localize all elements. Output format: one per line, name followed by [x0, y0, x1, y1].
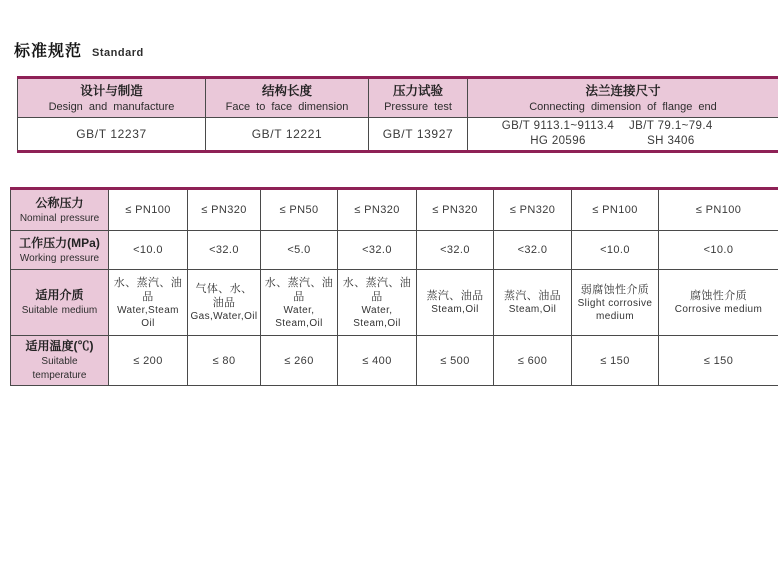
suitable-medium-cell [572, 270, 659, 336]
suitable-medium-cell [338, 270, 417, 336]
label-nominal-pressure-en: Nominal pressure [19, 212, 100, 224]
medium-zh: 气体、水、油品 [195, 283, 253, 309]
medium-zh: 水、蒸汽、油品 [342, 276, 412, 303]
page-title [14, 38, 144, 61]
header-pressure-test-en: Pressure test [384, 100, 452, 113]
flange-standards-left [487, 119, 629, 149]
label-suitable-medium-zh: 适用介质 [35, 288, 84, 302]
value-face-to-face: GB/T 12221 [206, 118, 369, 152]
medium-en: Slight corrosive medium [577, 297, 653, 322]
suitable-medium-cell [494, 270, 572, 336]
header-face-to-face-en: Face to face dimension [225, 100, 349, 113]
label-suitable-medium [11, 270, 109, 336]
suitable-medium-cell [261, 270, 338, 336]
header-flange-dimension-en: Connecting dimension of flange end [529, 100, 717, 113]
suitable-medium-cell [417, 270, 494, 336]
suitable-temperature-cell: ≤ 150 [659, 336, 778, 386]
page-title-zh: 标准规范 [14, 43, 83, 60]
row-working-pressure [11, 231, 778, 270]
label-suitable-temperature-zh: 适用温度(℃) [25, 339, 94, 353]
header-pressure-test-zh: 压力试验 [392, 83, 443, 98]
working-pressure-cell: <32.0 [494, 231, 572, 270]
label-working-pressure-zh: 工作压力(MPa) [19, 235, 100, 250]
working-pressure-cell: <32.0 [338, 231, 417, 270]
flange-std-sh: SH 3406 [647, 135, 695, 147]
suitable-medium-cell [109, 270, 188, 336]
label-working-pressure-en: Working pressure [19, 252, 100, 264]
suitable-temperature-cell: ≤ 150 [572, 336, 659, 386]
flange-standards-group [469, 119, 777, 149]
standards-header-row [18, 78, 778, 118]
working-pressure-cell: <10.0 [109, 231, 188, 270]
medium-zh: 蒸汽、油品 [426, 290, 484, 302]
parameters-table [10, 187, 778, 386]
working-pressure-cell: <10.0 [659, 231, 778, 270]
nominal-pressure-cell: ≤ PN320 [338, 189, 417, 231]
label-nominal-pressure [11, 189, 109, 231]
medium-zh: 弱腐蚀性介质 [580, 283, 650, 296]
suitable-medium-cell [659, 270, 778, 336]
header-face-to-face-zh: 结构长度 [261, 83, 312, 98]
flange-std-jbt: JB/T 79.1~79.4 [629, 120, 713, 132]
medium-en: Steam,Oil [508, 304, 557, 315]
medium-en: Corrosive medium [674, 304, 763, 315]
nominal-pressure-cell: ≤ PN100 [659, 189, 778, 231]
page-title-en: Standard [92, 47, 144, 59]
medium-en: Water,Steam Oil [117, 304, 179, 329]
medium-en: Water, Steam,Oil [275, 304, 323, 329]
nominal-pressure-cell: ≤ PN100 [572, 189, 659, 231]
medium-zh: 腐蚀性介质 [690, 290, 747, 302]
working-pressure-cell: <10.0 [572, 231, 659, 270]
suitable-temperature-cell: ≤ 200 [109, 336, 188, 386]
label-working-pressure [11, 231, 109, 270]
nominal-pressure-cell: ≤ PN320 [188, 189, 261, 231]
medium-en: Steam,Oil [431, 304, 479, 315]
flange-std-hg: HG 20596 [530, 135, 586, 147]
row-nominal-pressure [11, 189, 778, 231]
flange-standards-right [629, 119, 713, 149]
suitable-temperature-cell: ≤ 260 [261, 336, 338, 386]
standards-value-row [18, 118, 778, 152]
label-suitable-medium-en: Suitable medium [21, 305, 98, 316]
flange-std-gbt: GB/T 9113.1~9113.4 [501, 120, 615, 132]
value-flange-dimension [468, 118, 778, 152]
suitable-temperature-cell: ≤ 600 [494, 336, 572, 386]
value-design-manufacture: GB/T 12237 [18, 118, 206, 152]
header-design-manufacture-zh: 设计与制造 [80, 83, 143, 98]
working-pressure-cell: <5.0 [261, 231, 338, 270]
medium-zh: 水、蒸汽、油品 [113, 276, 183, 303]
header-design-manufacture [18, 78, 206, 118]
label-suitable-temperature [11, 336, 109, 386]
header-pressure-test [369, 78, 468, 118]
medium-zh: 水、蒸汽、油品 [264, 276, 334, 303]
header-flange-dimension-zh: 法兰连接尺寸 [585, 83, 661, 98]
header-face-to-face [206, 78, 369, 118]
medium-zh: 蒸汽、油品 [504, 290, 561, 302]
working-pressure-cell: <32.0 [188, 231, 261, 270]
header-flange-dimension [468, 78, 778, 118]
medium-en: Gas,Water,Oil [190, 311, 258, 322]
standards-table [17, 76, 778, 153]
suitable-temperature-cell: ≤ 500 [417, 336, 494, 386]
nominal-pressure-cell: ≤ PN320 [417, 189, 494, 231]
header-design-manufacture-en: Design and manufacture [48, 100, 175, 113]
nominal-pressure-cell: ≤ PN50 [261, 189, 338, 231]
working-pressure-cell: <32.0 [417, 231, 494, 270]
suitable-temperature-cell: ≤ 400 [338, 336, 417, 386]
medium-en: Water, Steam,Oil [353, 304, 401, 329]
value-pressure-test: GB/T 13927 [369, 118, 468, 152]
nominal-pressure-cell: ≤ PN320 [494, 189, 572, 231]
suitable-temperature-cell: ≤ 80 [188, 336, 261, 386]
nominal-pressure-cell: ≤ PN100 [109, 189, 188, 231]
row-suitable-temperature [11, 336, 778, 386]
label-suitable-temperature-en: Suitable temperature [32, 356, 87, 381]
label-nominal-pressure-zh: 公称压力 [35, 195, 84, 210]
row-suitable-medium [11, 270, 778, 336]
suitable-medium-cell [188, 270, 261, 336]
